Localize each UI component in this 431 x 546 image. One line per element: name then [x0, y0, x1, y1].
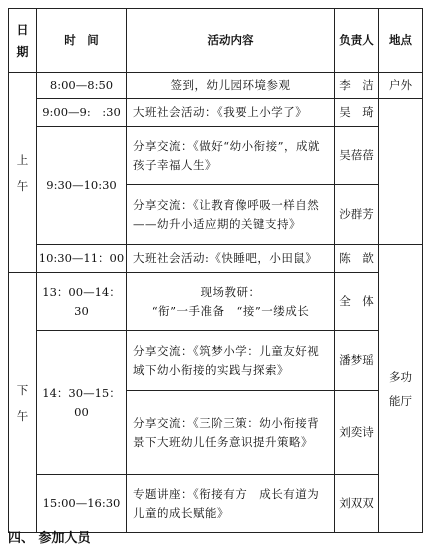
- person-cell: 沙群芳: [335, 185, 379, 245]
- header-date: 日 期: [9, 9, 37, 73]
- table-row: [9, 331, 423, 391]
- activity-cell: 分享交流：《做好“幼小衔接”，成就孩子幸福人生》: [127, 127, 335, 185]
- activity-cell: 分享交流：《让教育像呼吸一样自然——幼升小适应期的关键支持》: [127, 185, 335, 245]
- time-cell: 15:00—16:30: [37, 475, 127, 533]
- activity-cell: [127, 273, 335, 331]
- time-cell: 9:00—9: :30: [37, 99, 127, 127]
- schedule-table: [8, 8, 423, 533]
- table-row: [9, 245, 423, 273]
- time-cell: 14：30—15：00: [37, 331, 127, 475]
- period-morning: 上 午: [9, 73, 37, 273]
- time-cell: 9:30—10:30: [37, 127, 127, 245]
- activity-cell: 专题讲座：《衔接有方 成长有道为儿童的成长赋能》: [127, 475, 335, 533]
- person-cell: 陈 歆: [335, 245, 379, 273]
- time-cell: 8:00—8:50: [37, 73, 127, 99]
- header-person: 负责人: [335, 9, 379, 73]
- activity-line: “衔”一手准备 “接”一缕成长: [151, 303, 310, 318]
- activity-cell: 签到，幼儿园环境参观: [127, 73, 335, 99]
- person-cell: 潘梦瑶: [335, 331, 379, 391]
- person-cell: 刘双双: [335, 475, 379, 533]
- table-row: [9, 99, 423, 127]
- activity-cell: 大班社会活动：《我要上小学了》: [127, 99, 335, 127]
- time-cell: 13：00—14：30: [37, 273, 127, 331]
- location-cell: 户外: [379, 73, 423, 99]
- header-activity: 活动内容: [127, 9, 335, 73]
- person-cell: 吴 琦: [335, 99, 379, 127]
- table-row: [9, 127, 423, 185]
- person-cell: 刘奕诗: [335, 391, 379, 475]
- table-row: [9, 475, 423, 533]
- table-row: [9, 273, 423, 331]
- header-location: 地点: [379, 9, 423, 73]
- activity-line: 现场教研：: [200, 284, 261, 299]
- period-afternoon: 下 午: [9, 273, 37, 533]
- section-heading: 四、 参加人员: [8, 531, 91, 546]
- person-cell: 全 体: [335, 273, 379, 331]
- location-cell-hall: 多功 能厅: [379, 245, 423, 533]
- location-cell-empty: [379, 99, 423, 245]
- person-cell: 吴蓓蓓: [335, 127, 379, 185]
- activity-cell: 分享交流：《筑梦小学：儿童友好视域下幼小衔接的实践与探索》: [127, 331, 335, 391]
- header-row: [9, 9, 423, 73]
- activity-cell: 大班社会活动:《快睡吧，小田鼠》: [127, 245, 335, 273]
- person-cell: 李 洁: [335, 73, 379, 99]
- table-row: [9, 73, 423, 99]
- activity-cell: 分享交流：《三阶三策：幼小衔接背景下大班幼儿任务意识提升策略》: [127, 391, 335, 475]
- time-cell: 10:30—11：00: [37, 245, 127, 273]
- header-time: 时 间: [37, 9, 127, 73]
